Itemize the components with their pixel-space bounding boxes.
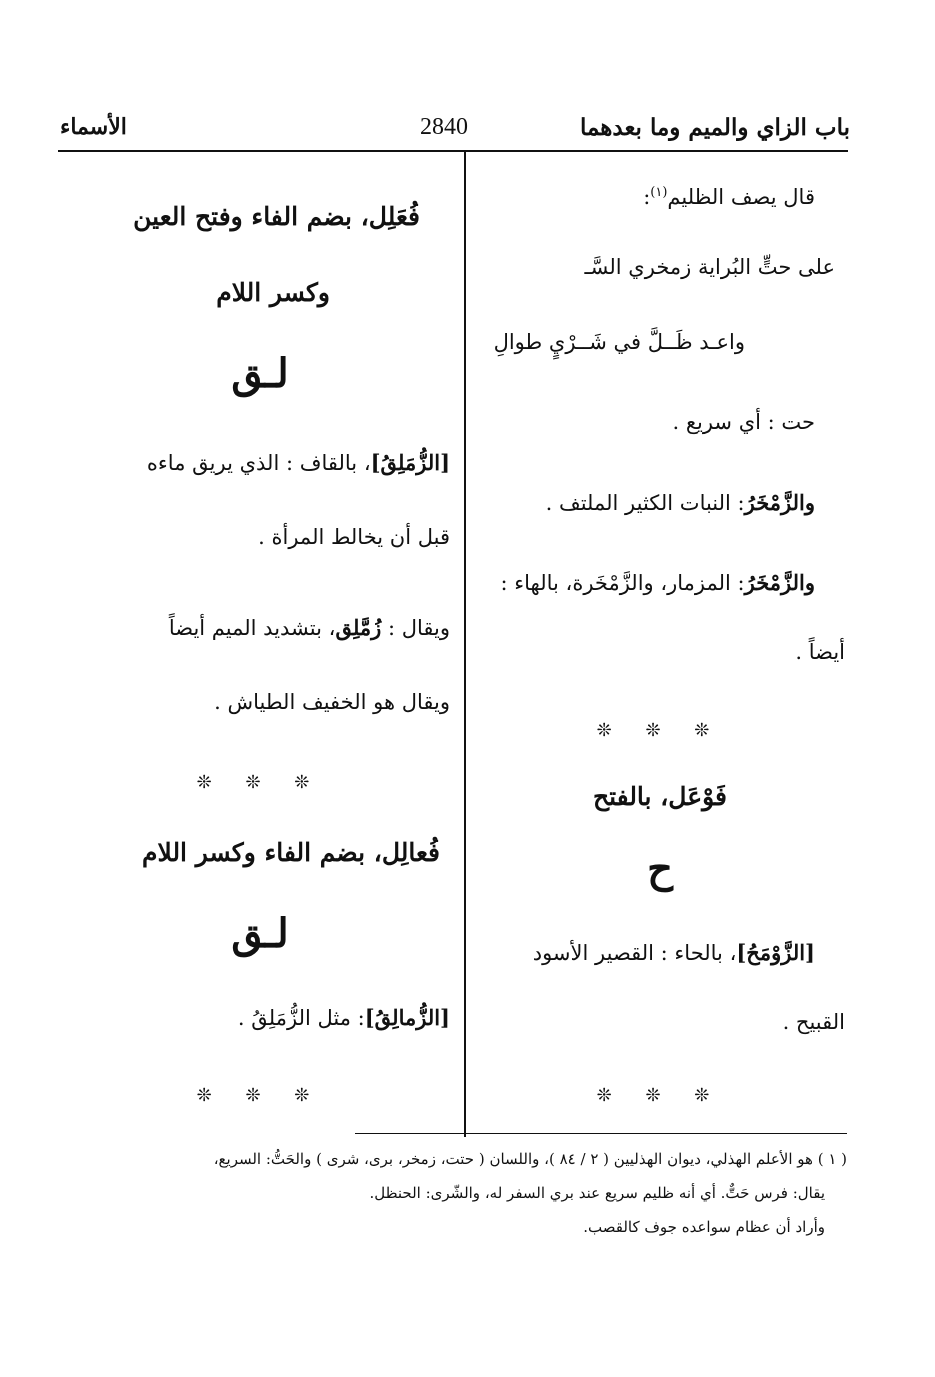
entry-zumaliq-2: [الزُّمالِقُ]: مثل الزُّمَلِقُ . <box>237 1005 450 1030</box>
left-column <box>65 150 455 1135</box>
entry-zawmah: [الزَّوْمَحُ]، بالحاء : القصير الأسود <box>532 940 815 965</box>
verse-line-1: على حتٍّ البُراية زمخري السَّـ <box>584 255 835 279</box>
separator-stars: ❊ ❊ ❊ <box>196 1085 324 1106</box>
right-column <box>475 150 845 1135</box>
separator-stars: ❊ ❊ ❊ <box>596 720 724 741</box>
letter-heading-2: لـق <box>231 910 289 957</box>
footnote-line-2: يقال: فرس حَتٌّ. أي أنه ظليم سريع عند بري السفر له، والشّرى: الحنظل. <box>369 1184 825 1202</box>
letter-heading: ح <box>647 845 673 892</box>
page-header <box>60 108 850 148</box>
column-divider <box>464 152 466 1137</box>
entry-zamkhar-1: والزَّمْخَرُ: النبات الكثير الملتف . <box>545 490 815 515</box>
entry-zumaliq: [الزُّمَلِقُ]، بالقاف : الذي يريق ماءه <box>146 450 450 475</box>
separator-stars: ❊ ❊ ❊ <box>596 1085 724 1106</box>
letter-heading-1: لـق <box>231 350 289 397</box>
section-heading-1-cont: وكسر اللام <box>216 278 330 307</box>
section-heading-2: فُعالِل، بضم الفاء وكسر اللام <box>142 838 440 867</box>
footnote-line-3: وأراد أن عظام سواعده جوف كالقصب. <box>583 1218 825 1236</box>
page-number: 2840 <box>420 114 468 140</box>
entry-zummaliq: ويقال : زُمَّلِق، بتشديد الميم أيضاً <box>168 615 450 640</box>
gloss-line: حت : أي سريع . <box>672 410 815 434</box>
footnote-line-1: ( ١ ) هو الأعلم الهذلي، ديوان الهذليين ( ٢ / ٨٤ )، واللسان ( حتت، زمخر، برى، شرى ) والحَتُّ: السريع، <box>213 1150 847 1168</box>
intro-line: قال يصف الظليم$^{(١)}$: <box>643 185 815 209</box>
footnote-rule <box>355 1133 847 1134</box>
entry-zamkhar-2: والزَّمْخَرُ: المزمار، والزَّمْخَرة، بالهاء : <box>500 570 815 595</box>
section-title: الأسماء <box>60 114 127 140</box>
entry-zumaliq-cont: قبل أن يخالط المرأة . <box>258 525 450 549</box>
footnote-marker: (١) <box>650 185 668 200</box>
section-heading-1: فُعَلِل، بضم الفاء وفتح العين <box>133 202 420 231</box>
chapter-title: باب الزاي والميم وما بعدهما <box>579 114 850 141</box>
verse-line-2: واعـد ظَــلَّ في شَــرْيٍ طوالِ <box>493 330 745 354</box>
section-heading: فَوْعَل، بالفتح <box>592 782 727 811</box>
entry-zawmah-cont: القبيح . <box>782 1010 845 1034</box>
entry-zamkhar-2-cont: أيضاً . <box>795 640 845 664</box>
entry-zummaliq-cont: ويقال هو الخفيف الطياش . <box>214 690 450 714</box>
separator-stars: ❊ ❊ ❊ <box>196 772 324 793</box>
